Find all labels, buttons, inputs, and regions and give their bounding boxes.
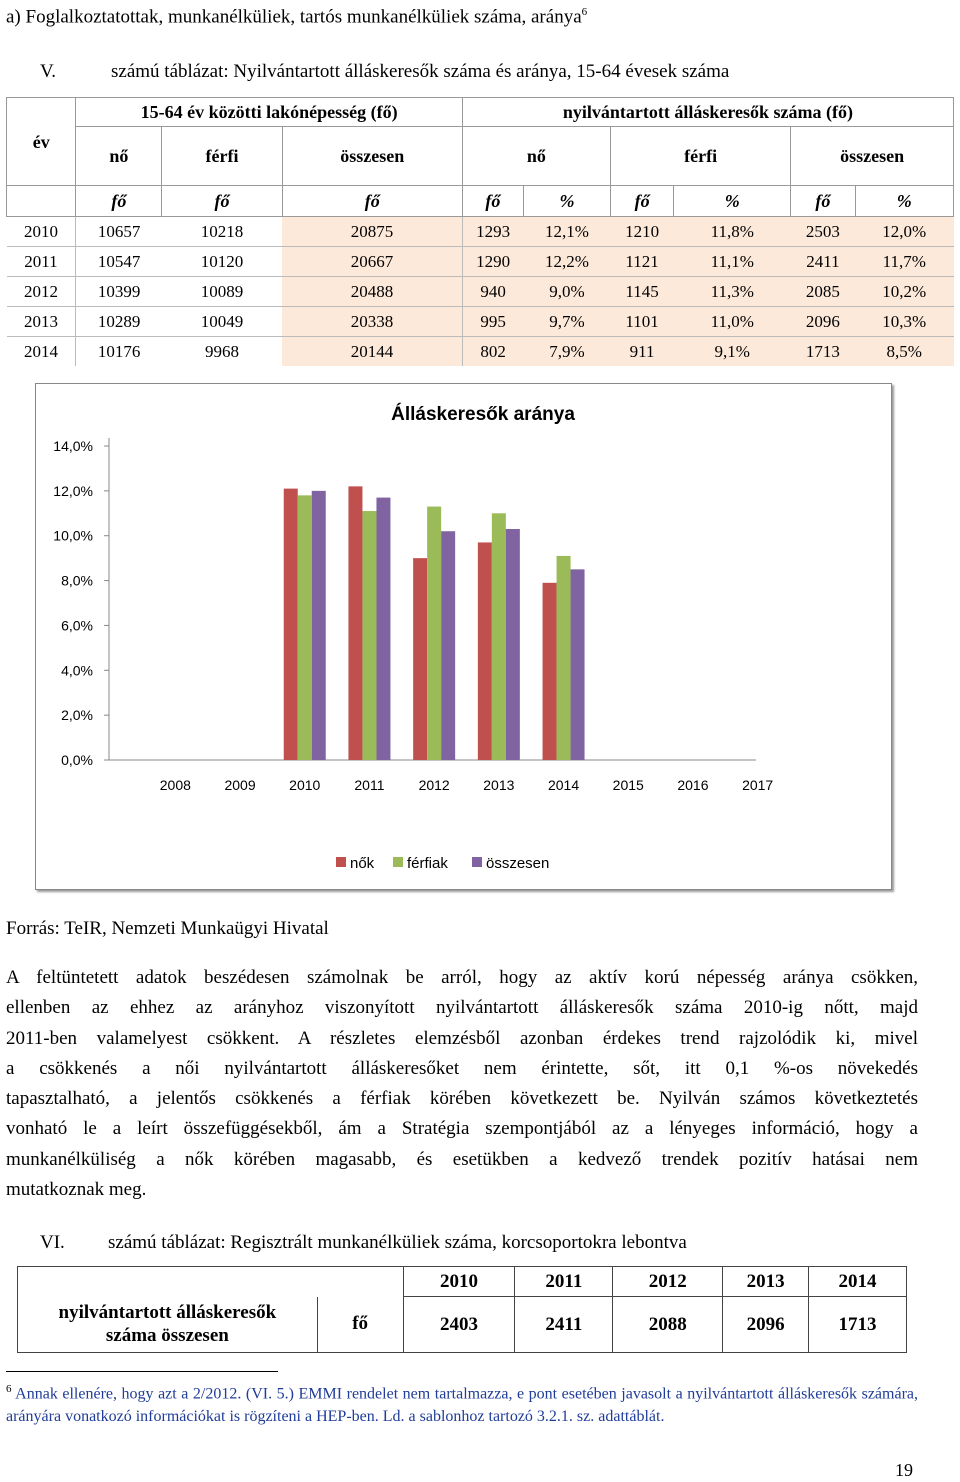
- bar-2014-0: [543, 583, 557, 760]
- table-cell: 10120: [162, 247, 282, 277]
- table-cell: 20875: [282, 217, 462, 247]
- x-tick-label: 2013: [483, 777, 515, 793]
- y-tick-label: 12,0%: [53, 482, 93, 499]
- legend-label: összesen: [486, 855, 550, 872]
- bar-chart: [36, 384, 891, 889]
- table-cell: 10289: [76, 307, 162, 337]
- legend-swatch: [393, 857, 403, 867]
- paragraph-line: 2011-ben valamelyest csökkent. A részletes elemzésből azonban érdekes trend rajzolódik ki, mivel: [6, 1027, 918, 1049]
- paragraph-line: tapasztalható, a jelentős csökkenés a férfiak körében következett be. Nyilván számos következtetés: [6, 1088, 918, 1110]
- table-cell: 20667: [282, 247, 462, 277]
- y-tick-label: 8,0%: [61, 572, 93, 589]
- table1-number: V.: [40, 61, 57, 82]
- table-row: [7, 337, 954, 367]
- footnote-ref: 6: [581, 6, 588, 18]
- table-cell: 11,0%: [674, 307, 791, 337]
- bar-2013-1: [492, 513, 506, 760]
- bar-2010-2: [312, 491, 326, 760]
- table-row: [7, 277, 954, 307]
- value-cell: 2096: [723, 1297, 809, 1353]
- year-header: 2012: [613, 1267, 723, 1297]
- table1-caption: számú táblázat: Nyilvántartott álláskeresők száma és aránya, 15-64 évesek száma: [111, 61, 730, 82]
- table-cell: 20338: [282, 307, 462, 337]
- group-population: 15-64 év közötti lakónépesség (fő): [76, 98, 462, 127]
- table-cell: 10089: [162, 277, 282, 307]
- year-cell: 2013: [7, 307, 76, 337]
- table-cell: 11,1%: [674, 247, 791, 277]
- x-tick-label: 2011: [354, 777, 385, 793]
- unit-header: fő: [791, 186, 855, 217]
- year-header: 2014: [809, 1267, 907, 1297]
- table-cell: 10176: [76, 337, 162, 367]
- bar-2010-0: [284, 489, 298, 760]
- x-tick-label: 2010: [289, 777, 321, 793]
- col-header: férfi: [162, 127, 282, 186]
- x-tick-label: 2014: [547, 777, 580, 793]
- table-cell: 11,3%: [674, 277, 791, 307]
- section-heading: a) Foglalkoztatottak, munkanélküliek, tartós munkanélküliek száma, aránya$^6$: [6, 6, 588, 28]
- table-cell: 20488: [282, 277, 462, 307]
- table-cell: 940: [462, 277, 523, 307]
- table-cell: 11,7%: [855, 247, 953, 277]
- year-header: 2013: [723, 1267, 809, 1297]
- unit-header: fő: [76, 186, 162, 217]
- table2-number: VI.: [40, 1232, 65, 1253]
- col-header: összesen: [791, 127, 954, 186]
- table-cell: 10547: [76, 247, 162, 277]
- col-year: év: [7, 98, 76, 186]
- table-cell: 911: [611, 337, 674, 367]
- unit-cell: fő: [317, 1297, 403, 1353]
- row-label: nyilvántartott álláskeresők száma összesen: [18, 1297, 318, 1353]
- footnote-separator: [6, 1371, 278, 1372]
- table-cell: 8,5%: [855, 337, 953, 367]
- col-header: nő: [462, 127, 610, 186]
- unit-header: fő: [282, 186, 462, 217]
- value-cell: 2403: [403, 1297, 515, 1353]
- table-row: [7, 247, 954, 277]
- chart-title: Álláskeresők aránya: [391, 404, 575, 425]
- paragraph-line: mutatkoznak meg.: [6, 1179, 147, 1201]
- paragraph-line: vonható le a leírt összefüggésekből, ám a Stratégia szempontjából az a lényeges információ, hogy a: [6, 1118, 918, 1140]
- y-tick-label: 6,0%: [61, 617, 93, 634]
- table2: [17, 1266, 907, 1353]
- unit-header: fő: [611, 186, 674, 217]
- table-cell: 802: [462, 337, 523, 367]
- year-cell: 2014: [7, 337, 76, 367]
- table1: [6, 97, 954, 366]
- footnote-text: Annak ellenére, hogy azt a 2/2012. (VI. 5.) EMMI rendelet nem tartalmazza, e pont esetében javasolt a nyilvántartott álláskeresők számára, arányára vonatkozó információkat is rögzíteni a HEP-ben. Ld. a sablonhoz tartozó 3.2.1. sz. adattáblát.: [6, 1385, 918, 1426]
- table-cell: 1101: [611, 307, 674, 337]
- bar-2011-0: [348, 486, 362, 760]
- table-cell: 20144: [282, 337, 462, 367]
- y-tick-label: 2,0%: [61, 707, 93, 724]
- x-tick-label: 2009: [224, 777, 256, 793]
- page-number: 19: [895, 1460, 913, 1480]
- table-cell: 9968: [162, 337, 282, 367]
- bar-2012-0: [413, 558, 427, 760]
- table-cell: 10049: [162, 307, 282, 337]
- table-cell: 12,1%: [523, 217, 610, 247]
- bar-2013-0: [478, 542, 492, 760]
- bar-2012-2: [441, 531, 455, 760]
- footnote: [6, 1378, 918, 1428]
- unit-header: fő: [462, 186, 523, 217]
- unit-header: %: [523, 186, 610, 217]
- table-cell: 11,8%: [674, 217, 791, 247]
- year-header: 2010: [403, 1267, 515, 1297]
- table-cell: 1293: [462, 217, 523, 247]
- table-cell: 9,1%: [674, 337, 791, 367]
- table2-caption: számú táblázat: Regisztrált munkanélküliek száma, korcsoportokra lebontva: [108, 1232, 687, 1253]
- bar-2014-1: [557, 556, 571, 760]
- bar-2011-2: [376, 498, 390, 760]
- table-row: [7, 217, 954, 247]
- bar-2010-1: [298, 495, 312, 760]
- y-tick-label: 4,0%: [61, 662, 93, 679]
- table-cell: 1210: [611, 217, 674, 247]
- table-cell: 1713: [791, 337, 855, 367]
- legend-swatch: [336, 857, 346, 867]
- table-cell: 10,2%: [855, 277, 953, 307]
- year-cell: 2010: [7, 217, 76, 247]
- bar-2013-2: [506, 529, 520, 760]
- table-cell: 2411: [791, 247, 855, 277]
- col-header: összesen: [282, 127, 462, 186]
- x-tick-label: 2008: [159, 777, 191, 793]
- legend-swatch: [472, 857, 482, 867]
- y-tick-label: 14,0%: [53, 438, 93, 454]
- table-cell: 9,7%: [523, 307, 610, 337]
- value-cell: 2411: [515, 1297, 613, 1353]
- table-cell: 10218: [162, 217, 282, 247]
- bar-2011-1: [362, 511, 376, 760]
- x-tick-label: 2016: [677, 777, 709, 793]
- table-cell: 2085: [791, 277, 855, 307]
- unit-header: %: [674, 186, 791, 217]
- footnote-mark: 6: [6, 1383, 12, 1395]
- paragraph-line: ellenben az ehhez az arányhoz viszonyított nyilvántartott álláskeresők száma 2010-ig nőtt, majd: [6, 997, 918, 1019]
- chart-area: [35, 383, 892, 890]
- y-tick-label: 10,0%: [53, 527, 93, 544]
- table-cell: 2096: [791, 307, 855, 337]
- table-cell: 995: [462, 307, 523, 337]
- paragraph-line: A feltüntetett adatok beszédesen számolnak be arról, hogy az aktív korú népesség aránya csökken,: [6, 967, 918, 988]
- col-header: férfi: [611, 127, 791, 186]
- paragraph-line: a csökkenés a női nyilvántartott álláskeresőket nem érintette, sőt, itt 0,1 %-os növekedés: [6, 1057, 918, 1079]
- table-cell: 12,0%: [855, 217, 953, 247]
- table-cell: 12,2%: [523, 247, 610, 277]
- year-header: 2011: [515, 1267, 613, 1297]
- bar-2012-1: [427, 507, 441, 760]
- table-cell: 1290: [462, 247, 523, 277]
- legend-label: nők: [350, 855, 375, 872]
- legend-label: férfiak: [407, 855, 448, 872]
- source-note: Forrás: TeIR, Nemzeti Munkaügyi Hivatal: [6, 918, 329, 939]
- unit-header: fő: [162, 186, 282, 217]
- x-tick-label: 2015: [612, 777, 644, 793]
- group-jobseekers: nyilvántartott álláskeresők száma (fő): [462, 98, 953, 127]
- table-cell: 7,9%: [523, 337, 610, 367]
- table-cell: 10399: [76, 277, 162, 307]
- body-paragraph: [6, 963, 918, 1205]
- table-cell: 1145: [611, 277, 674, 307]
- table-row: [7, 307, 954, 337]
- table-cell: 9,0%: [523, 277, 610, 307]
- bar-2014-2: [571, 569, 585, 760]
- x-tick-label: 2017: [742, 777, 774, 793]
- y-tick-label: 0,0%: [61, 752, 93, 768]
- unit-header: %: [855, 186, 953, 217]
- col-header: nő: [76, 127, 162, 186]
- year-cell: 2012: [7, 277, 76, 307]
- table-cell: 10657: [76, 217, 162, 247]
- year-cell: 2011: [7, 247, 76, 277]
- value-cell: 2088: [613, 1297, 723, 1353]
- paragraph-line: munkanélküliség a nők körében magasabb, és esetükben a kedvező trendek pozitív hatásai nem: [6, 1148, 918, 1170]
- table-cell: 10,3%: [855, 307, 953, 337]
- value-cell: 1713: [809, 1297, 907, 1353]
- x-tick-label: 2012: [418, 777, 450, 793]
- table-cell: 2503: [791, 217, 855, 247]
- table-cell: 1121: [611, 247, 674, 277]
